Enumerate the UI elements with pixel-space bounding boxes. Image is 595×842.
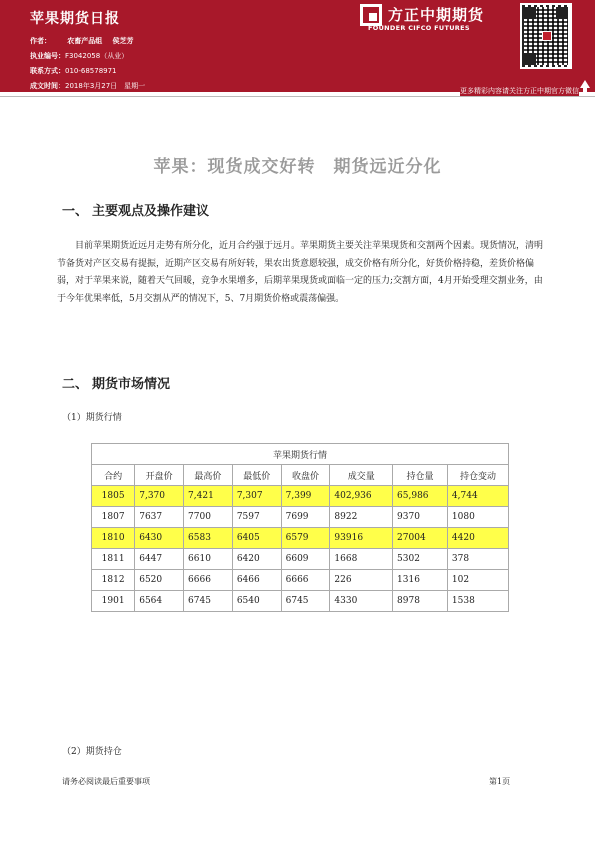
table-row: [92, 591, 509, 612]
follow-wechat-note: 更多精彩内容请关注方正中期官方微信: [460, 87, 579, 95]
table-cell: 6583: [184, 528, 233, 549]
table-cell: 6520: [135, 570, 184, 591]
table-cell: 6666: [281, 570, 330, 591]
up-arrow-icon: [580, 80, 590, 88]
contract-cell: 1901: [92, 591, 135, 612]
page-number: 第1页: [489, 777, 511, 786]
table-cell: 402,936: [330, 486, 393, 507]
license-line: [30, 51, 128, 61]
table-cell: 4420: [447, 528, 508, 549]
table-cell: 6540: [232, 591, 281, 612]
table-cell: 6745: [281, 591, 330, 612]
table-cell: 1538: [447, 591, 508, 612]
table-cell: 102: [447, 570, 508, 591]
table-cell: 1080: [447, 507, 508, 528]
contract-cell: 1805: [92, 486, 135, 507]
company-name-en: FOUNDER CIFCO FUTURES: [368, 24, 470, 32]
contract-cell: 1812: [92, 570, 135, 591]
column-header: 持仓量: [393, 465, 448, 486]
body-paragraph: 目前苹果期货近远月走势有所分化，近月合约强于远月。苹果期货主要关注苹果现货和交割两个因素。现货情况，清明节备货对产区交易有提振，近期产区交易有所好转，果农出货意愿较强，成交价格有所分化，好货价格持稳，差货价格偏弱，对于苹果来说，随着天气回暖，竞争水果增多，后期苹果现货或面临一定的压力;交割方面，4月开始受理交割业务，由于今年优果率低，5月交割从严的情况下，5、7月期货价格或震荡偏强。: [57, 241, 544, 304]
license-label: 执业编号：: [30, 52, 65, 60]
table-cell: 6579: [281, 528, 330, 549]
section-title: 期货市场情况: [92, 377, 171, 392]
table-cell: 4330: [330, 591, 393, 612]
table-cell: 7,307: [232, 486, 281, 507]
table-cell: 6405: [232, 528, 281, 549]
table-cell: 7,421: [184, 486, 233, 507]
qr-code-icon: [520, 3, 572, 69]
license-value: F3042058（从业）: [65, 52, 129, 60]
document-title: 苹果：现货成交好转 期货远近分化: [153, 157, 442, 177]
contract-cell: 1811: [92, 549, 135, 570]
table-row: [92, 549, 509, 570]
column-header: 成交量: [330, 465, 393, 486]
table-cell: 1668: [330, 549, 393, 570]
table-cell: 7700: [184, 507, 233, 528]
table-caption-row: [92, 444, 509, 465]
table-cell: 7699: [281, 507, 330, 528]
column-header: 合约: [92, 465, 135, 486]
table-row: [92, 507, 509, 528]
column-header: 收盘价: [281, 465, 330, 486]
table-row: [92, 570, 509, 591]
section-number: 一、: [62, 204, 89, 219]
header-divider: [0, 96, 595, 97]
table-cell: 6466: [232, 570, 281, 591]
section-heading-2: [62, 373, 170, 392]
company-name-cn: 方正中期期货: [388, 6, 485, 24]
table-row: [92, 528, 509, 549]
contact-value: 010-68578971: [65, 67, 117, 75]
column-header: 最高价: [184, 465, 233, 486]
table-body: [92, 486, 509, 612]
column-header: 持仓变动: [447, 465, 508, 486]
report-series-title: 苹果期货日报: [30, 11, 120, 27]
up-arrow-stem: [583, 88, 587, 96]
author-label: 作者：: [30, 37, 51, 45]
table-cell: 7597: [232, 507, 281, 528]
author-line: [30, 36, 133, 46]
section-heading-1: [62, 200, 209, 219]
table-cell: 7637: [135, 507, 184, 528]
table-header-row: [92, 465, 509, 486]
table-cell: 6609: [281, 549, 330, 570]
table-cell: 7,399: [281, 486, 330, 507]
section-title: 主要观点及操作建议: [92, 204, 210, 219]
author-name: 侯芝芳: [112, 37, 134, 45]
table-cell: 65,986: [393, 486, 448, 507]
table-cell: 93916: [330, 528, 393, 549]
table-cell: 7,370: [135, 486, 184, 507]
table-cell: 9370: [393, 507, 448, 528]
table-cell: 4,744: [447, 486, 508, 507]
column-header: 开盘价: [135, 465, 184, 486]
company-logo-icon: [360, 4, 382, 26]
table-caption: 苹果期货行情: [92, 444, 509, 465]
date-label: 成文时间: [30, 82, 58, 90]
subsection-futures-quotes: （1）期货行情: [62, 413, 122, 423]
table-cell: 27004: [393, 528, 448, 549]
table-cell: 8978: [393, 591, 448, 612]
contract-cell: 1810: [92, 528, 135, 549]
column-header: 最低价: [232, 465, 281, 486]
futures-quote-table: [91, 443, 509, 612]
footer-disclaimer: 请务必阅读最后重要事项: [62, 777, 150, 786]
table-cell: 378: [447, 549, 508, 570]
section-number: 二、: [62, 377, 89, 392]
table-cell: 6564: [135, 591, 184, 612]
date-line: [30, 81, 145, 91]
author-dept: 农畜产品组: [67, 37, 103, 45]
table-cell: 6666: [184, 570, 233, 591]
table-cell: 6420: [232, 549, 281, 570]
subsection-futures-positions: （2）期货持仓: [62, 747, 122, 757]
table-row: [92, 486, 509, 507]
date-value: ：2018年3月27日 星期一: [58, 82, 146, 90]
table-cell: 6430: [135, 528, 184, 549]
table-cell: 8922: [330, 507, 393, 528]
contact-label: 联系方式：: [30, 67, 65, 75]
table-cell: 6610: [184, 549, 233, 570]
table-cell: 1316: [393, 570, 448, 591]
contract-cell: 1807: [92, 507, 135, 528]
table-cell: 6745: [184, 591, 233, 612]
report-header: [0, 0, 595, 92]
table-cell: 6447: [135, 549, 184, 570]
table-cell: 226: [330, 570, 393, 591]
table-cell: 5302: [393, 549, 448, 570]
contact-line: [30, 66, 117, 76]
